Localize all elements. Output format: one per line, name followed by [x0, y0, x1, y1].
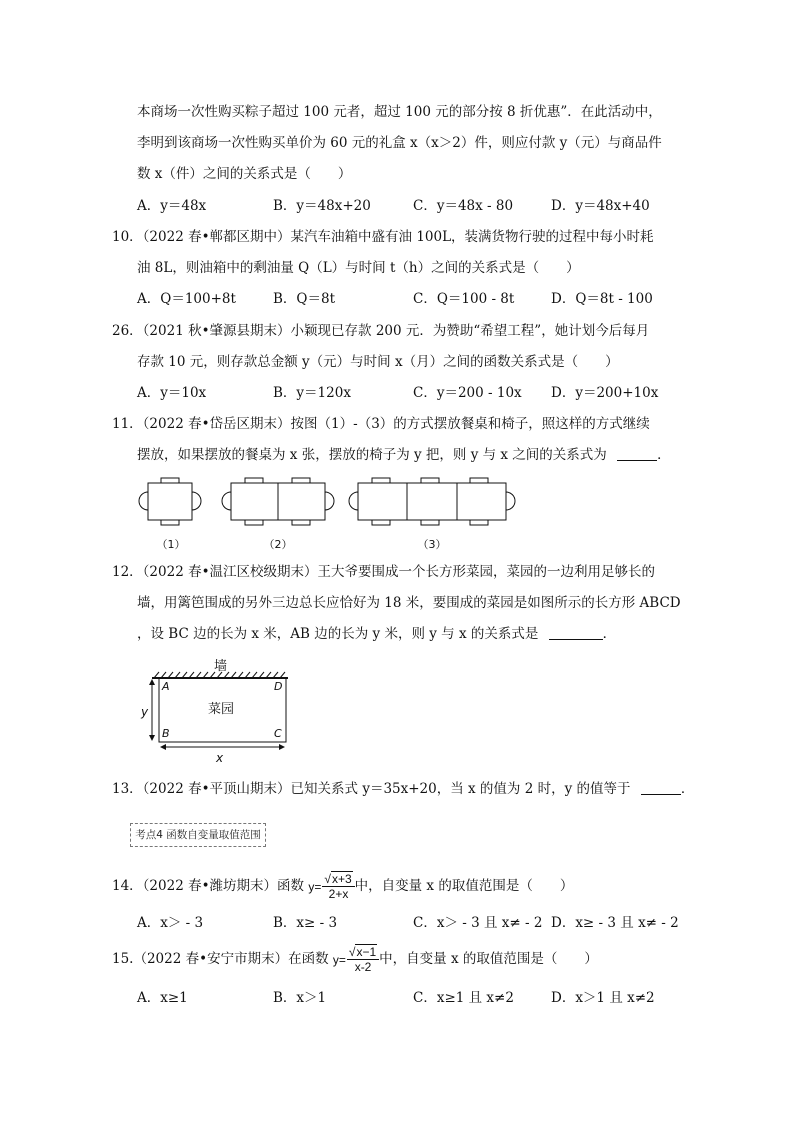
- table-icon: [457, 483, 506, 520]
- question-12: 12．（2022 春•温江区校级期末）王大爷要围成一个长方形菜园，菜园的一边利用足够长的: [112, 564, 656, 580]
- table-icon: [407, 483, 457, 520]
- chair-icon: [470, 478, 488, 483]
- function-expression: y= $\frac{√x+3}{2+x}$: [308, 871, 354, 902]
- option-a: A．x≥1: [137, 990, 188, 1006]
- tables-chairs-figure: [135, 474, 525, 554]
- chair-icon: [292, 520, 310, 525]
- chair-icon: [421, 478, 439, 483]
- function-expression: y= $\frac{√x-1}{x-2}$: [333, 944, 379, 975]
- options-row: [137, 913, 677, 933]
- question-text: 李明到该商场一次性购买单价为 60 元的礼盒 x（x＞2）件，则应付款 y（元）与商品件: [137, 135, 662, 151]
- figure-label-3: （3）: [417, 538, 447, 551]
- options-row: [137, 289, 677, 309]
- period: ．: [602, 626, 617, 642]
- chair-icon: [372, 520, 390, 525]
- question-text-body: 14．（2022 春•潍坊期末）函数: [112, 878, 309, 894]
- chair-icon: [161, 478, 179, 483]
- option-a: A．y＝48x: [137, 198, 207, 214]
- question-text: [137, 445, 671, 465]
- numerator: x−1: [356, 945, 377, 960]
- chair-icon: [372, 478, 390, 483]
- chair-icon: [292, 478, 310, 483]
- question-text: [137, 624, 616, 644]
- chair-icon: [506, 492, 515, 510]
- question-text: 存款 10 元，则存款总金额 y（元）与时间 x（月）之间的函数关系式是（ ）: [137, 354, 619, 370]
- question-text: 数 x（件）之间的关系式是（ ）: [137, 166, 352, 182]
- question-14: [112, 871, 573, 901]
- chair-icon: [139, 492, 148, 510]
- option-d: D．Q＝8t - 100: [551, 291, 653, 307]
- chair-icon: [325, 492, 334, 510]
- answer-blank: [641, 780, 681, 795]
- question-text-body: 15.（2022 春•安宁市期末）在函数: [112, 951, 333, 967]
- question-15: [112, 944, 598, 974]
- option-d: D．x＞1 且 x≠2: [551, 990, 655, 1006]
- options-row: [137, 988, 677, 1008]
- option-c: C．y＝200 - 10x: [413, 385, 522, 401]
- option-a: A．Q＝100+8t: [137, 291, 236, 307]
- figure-label-1: （1）: [156, 538, 186, 551]
- table-icon: [358, 483, 407, 520]
- option-d: D．x≥ - 3 且 x≠ - 2: [551, 915, 679, 931]
- chair-icon: [245, 520, 263, 525]
- question-text: 本商场一次性购买粽子超过 100 元者，超过 100 元的部分按 8 折优惠”．在此活动中，: [137, 104, 662, 120]
- answer-blank: [549, 625, 603, 640]
- option-b: B．x＞1: [273, 990, 327, 1006]
- point-c: C: [274, 727, 282, 740]
- table-icon: [278, 483, 325, 520]
- question-text-body: ，设 BC 边的长为 x 米，AB 边的长为 y 米，则 y 与 x 的关系式是: [137, 626, 539, 642]
- option-b: B．y＝120x: [273, 385, 351, 401]
- y-equals: y=: [308, 879, 322, 894]
- table-icon: [148, 483, 192, 520]
- question-13: [112, 779, 694, 799]
- option-b: B．y＝48x+20: [273, 198, 371, 214]
- option-d: D．y＝48x+40: [551, 198, 650, 214]
- topic-label-box: 考点4 函数自变量取值范围: [130, 823, 266, 847]
- question-11: 11．（2022 春•岱岳区期末）按图（1）-（3）的方式摆放餐桌和椅子，照这样的方式继续: [112, 416, 650, 432]
- chair-icon: [192, 492, 201, 510]
- question-text-body: 中，自变量 x 的取值范围是（ ）: [379, 951, 598, 967]
- point-a: A: [162, 680, 170, 693]
- garden-figure: [130, 656, 300, 768]
- option-b: B．Q＝8t: [273, 291, 336, 307]
- question-26: 26．（2021 秋•肇源县期末）小颖现已存款 200 元．为赞助“希望工程”，她计划今后每月: [112, 323, 650, 339]
- question-10: 10．（2022 春•郸都区期中）某汽车油箱中盛有油 100L，装满货物行驶的过程中每小时耗: [112, 229, 654, 245]
- option-a: A．y＝10x: [137, 385, 207, 401]
- option-a: A．x＞ - 3: [137, 915, 204, 931]
- chair-icon: [349, 492, 358, 510]
- option-c: C．x≥1 且 x≠2: [413, 990, 514, 1006]
- option-d: D．y＝200+10x: [551, 385, 659, 401]
- point-d: D: [274, 680, 283, 693]
- question-text-body: 13．（2022 春•平顶山期末）已知关系式 y＝35x+20，当 x 的值为 2 时，y 的值等于: [112, 781, 631, 797]
- question-text-body: 摆放，如果摆放的餐桌为 x 张，摆放的椅子为 y 把，则 y 与 x 之间的关系式为: [137, 447, 607, 463]
- option-b: B．x≥ - 3: [273, 915, 338, 931]
- option-c: C．x＞ - 3 且 x≠ - 2: [413, 915, 543, 931]
- option-c: C．y＝48x - 80: [413, 198, 514, 214]
- option-c: C．Q＝100 - 8t: [413, 291, 515, 307]
- options-row: [137, 383, 677, 403]
- question-text: 墙，用篱笆围成的另外三边总长应恰好为 18 米，要围成的菜园是如图所示的长方形 ABCD: [137, 595, 681, 611]
- chair-icon: [161, 520, 179, 525]
- point-b: B: [162, 727, 170, 740]
- table-icon: [231, 483, 278, 520]
- period: ．: [680, 781, 695, 797]
- denominator: 2+x: [328, 887, 349, 902]
- chair-icon: [421, 520, 439, 525]
- question-text: 油 8L，则油箱中的剩油量 Q（L）与时间 t（h）之间的关系式是（ ）: [137, 260, 580, 276]
- wall-label: 墙: [214, 659, 228, 674]
- garden-label: 菜园: [208, 702, 235, 717]
- y-equals: y=: [332, 952, 346, 967]
- y-label: y: [141, 705, 149, 719]
- denominator: x-2: [354, 960, 372, 975]
- options-row: [137, 196, 677, 216]
- chair-icon: [470, 520, 488, 525]
- period: ．: [657, 447, 671, 463]
- numerator: x+3: [331, 872, 352, 887]
- chair-icon: [245, 478, 263, 483]
- answer-blank: [617, 446, 657, 461]
- x-label: x: [216, 751, 224, 765]
- question-text-body: 中，自变量 x 的取值范围是（ ）: [354, 878, 574, 894]
- figure-label-2: （2）: [263, 538, 293, 551]
- chair-icon: [222, 492, 231, 510]
